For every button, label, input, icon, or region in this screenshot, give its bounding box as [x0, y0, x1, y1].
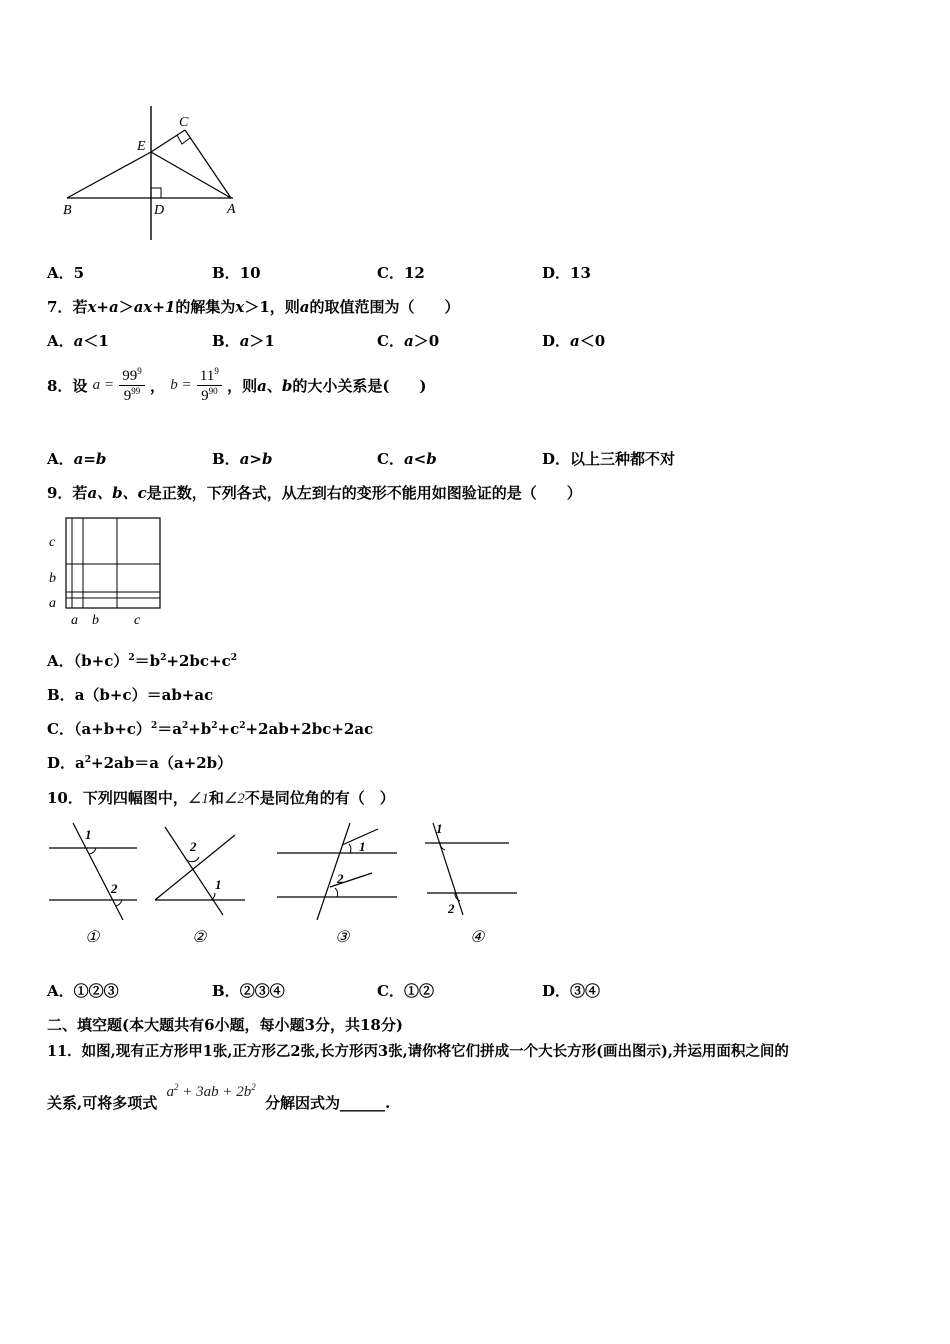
q8-option-c: C．a<b [377, 450, 437, 468]
q10-option-d: D．③④ [542, 982, 601, 1000]
fig3-caption: ③ [335, 929, 350, 946]
q10-stem: 10．下列四幅图中，∠1和∠2不是同位角的有（ ） [47, 789, 395, 807]
fig1-angle-1: 1 [85, 827, 92, 842]
q10-option-c: C．①② [377, 982, 434, 1000]
grid-label-c-bottom: c [134, 613, 141, 628]
q9-option-c: C．$(a+b+c)^2=a^2+b^2+c^2+2ab+2bc+2ac$ [47, 720, 374, 738]
label-C: C [179, 115, 189, 130]
q10-figure-4 [425, 821, 517, 946]
q8-fraction-a: $\frac{99^9}{9^{99}}$ [119, 366, 145, 405]
q6-option-b: B．10 [212, 264, 261, 282]
q10-figure-3 [277, 823, 397, 946]
label-D: D [154, 203, 165, 218]
q9-stem: 9．若a、b、c是正数，下列各式，从左到右的变形不能用如图验证的是（ ） [47, 484, 582, 502]
q7-option-a: A．a＜1 [47, 332, 109, 350]
q8-option-b: B．a>b [212, 450, 273, 468]
q8-stem: 8．设 a = $\frac{99^9}{9^{99}}$ ， b = $\frac{11^9}{9^{90}}$ ，则a、b的大小关系是( ) [47, 366, 427, 404]
fig2-angle-1: 1 [215, 877, 222, 892]
q7-option-b: B．a＞1 [212, 332, 275, 350]
q11-line2: 关系,可将多项式 $a^2 + 3ab + 2b^2$ 分解因式为______. [47, 1082, 391, 1112]
grid-label-a-bottom: a [71, 613, 78, 628]
q6-option-c: C．12 [377, 264, 425, 282]
label-A: A [227, 202, 236, 217]
label-B: B [63, 203, 72, 218]
fig4-angle-1: 1 [436, 821, 443, 836]
fig4-angle-2: 2 [448, 901, 455, 916]
q11-line1: 11．如图,现有正方形甲1张,正方形乙2张,长方形丙3张,请你将它们拼成一个大长方形(画出图示),并运用面积之间的 [47, 1043, 789, 1060]
q6-option-d: D．13 [542, 264, 591, 282]
fig2-caption: ② [192, 929, 207, 946]
section-2-title: 二、填空题(本大题共有6小题，每小题3分，共18分) [47, 1016, 403, 1034]
q7-stem: 7．若x+a＞ax+1的解集为x＞1，则a的取值范围为（ ） [47, 298, 460, 316]
q8-option-d: D．以上三种都不对 [542, 450, 676, 468]
fig4-caption: ④ [470, 929, 485, 946]
q11-polynomial: $a^2 + 3ab + 2b^2$ [166, 1082, 256, 1100]
q6-triangle-figure [55, 100, 255, 245]
q7-option-c: C．a＞0 [377, 332, 440, 350]
grid-label-a-left: a [49, 596, 56, 611]
q7-option-d: D．a＜0 [542, 332, 606, 350]
grid-label-c-left: c [49, 535, 56, 550]
fig1-caption: ① [85, 929, 100, 946]
q10-figure-1 [49, 823, 137, 946]
q10-option-b: B．②③④ [212, 982, 285, 1000]
q9-grid-figure [45, 510, 170, 630]
q10-figures [45, 815, 525, 950]
q8-option-a: A．a=b [47, 450, 107, 468]
fig3-angle-2: 2 [337, 871, 344, 886]
fig1-angle-2: 2 [111, 881, 118, 896]
q6-option-a: A．5 [47, 264, 85, 282]
fig3-angle-1: 1 [359, 839, 366, 854]
q9-option-b: B．a（b+c）＝ab+ac [47, 686, 214, 704]
label-E: E [137, 139, 146, 154]
grid-label-b-bottom: b [92, 613, 99, 628]
q10-option-a: A．①②③ [47, 982, 119, 1000]
q9-option-d: D．$a^2+2ab=a(a+2b)$ [47, 754, 233, 772]
fig2-angle-2: 2 [190, 839, 197, 854]
grid-label-b-left: b [49, 571, 56, 586]
q8-fraction-b: $\frac{11^9}{9^{90}}$ [197, 366, 222, 405]
q10-figure-2 [155, 827, 245, 946]
q9-option-a: A．$(b+c)^2=b^2+2bc+c^2$ [47, 652, 237, 670]
